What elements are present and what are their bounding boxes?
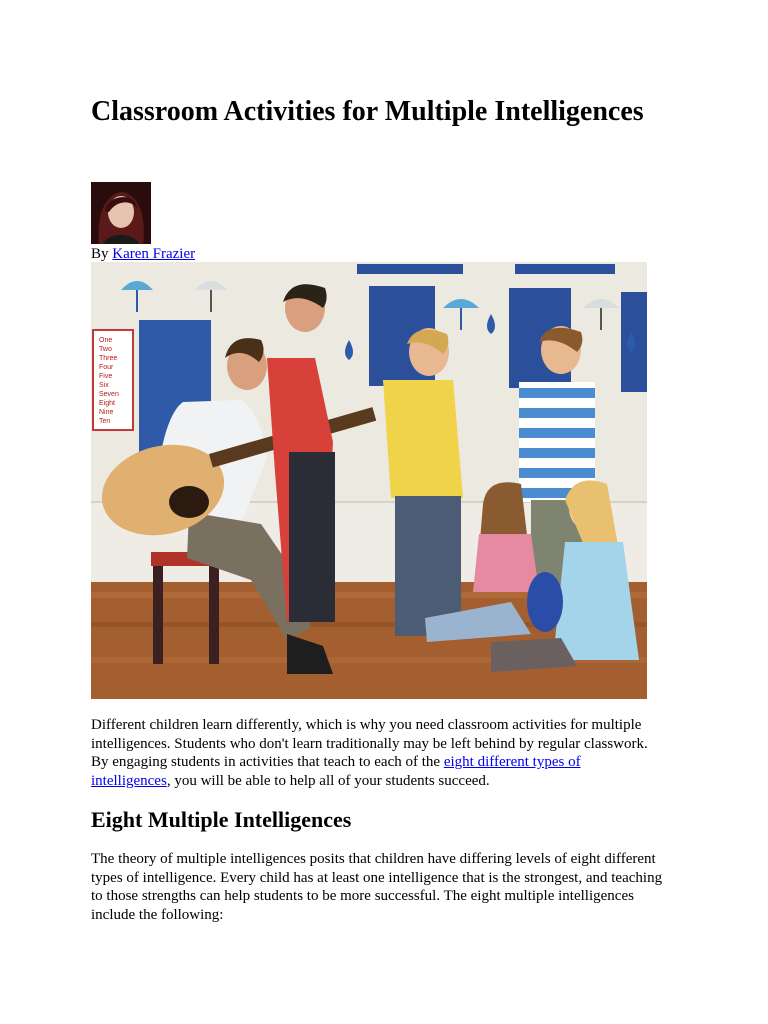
chart-number: Three [99, 355, 118, 362]
chart-number: Four [99, 364, 114, 371]
chart-number: Two [99, 346, 112, 353]
chart-number: Ten [99, 418, 111, 425]
intelligences-link[interactable]: eight different types of intelligences [91, 754, 581, 789]
intro-text: Different children learn differently, which is why you need classroom activities for multiple intelligences. Students who don't learn traditionally may be left behind by regular classwork. By engaging students in activities that teach to each of the [91, 717, 648, 770]
author-link[interactable]: Karen Frazier [112, 246, 196, 262]
chart-number: Five [99, 373, 113, 380]
chart-number: Nine [99, 409, 114, 416]
byline-prefix: By [91, 246, 113, 262]
chart-number: Seven [99, 391, 119, 398]
author-avatar [91, 182, 151, 244]
intro-text-end: , you will be able to help all of your students succeed. [166, 772, 490, 789]
chart-number: Six [99, 382, 109, 389]
byline [91, 244, 195, 264]
hero-image [91, 262, 647, 699]
section-heading: Eight Multiple Intelligences [91, 807, 352, 832]
chart-number: Eight [99, 400, 115, 407]
section-paragraph: The theory of multiple intelligences posits that children have differing levels of eight different types of intelligence. Every child has at least one intelligence that is the strongest, and teaching to those strengths can help students to be more successful. The eight multiple intelligences include the following: [91, 851, 663, 923]
article-title: Classroom Activities for Multiple Intelligences [91, 96, 644, 127]
chart-number: One [99, 337, 113, 344]
intro-paragraph [91, 716, 663, 790]
